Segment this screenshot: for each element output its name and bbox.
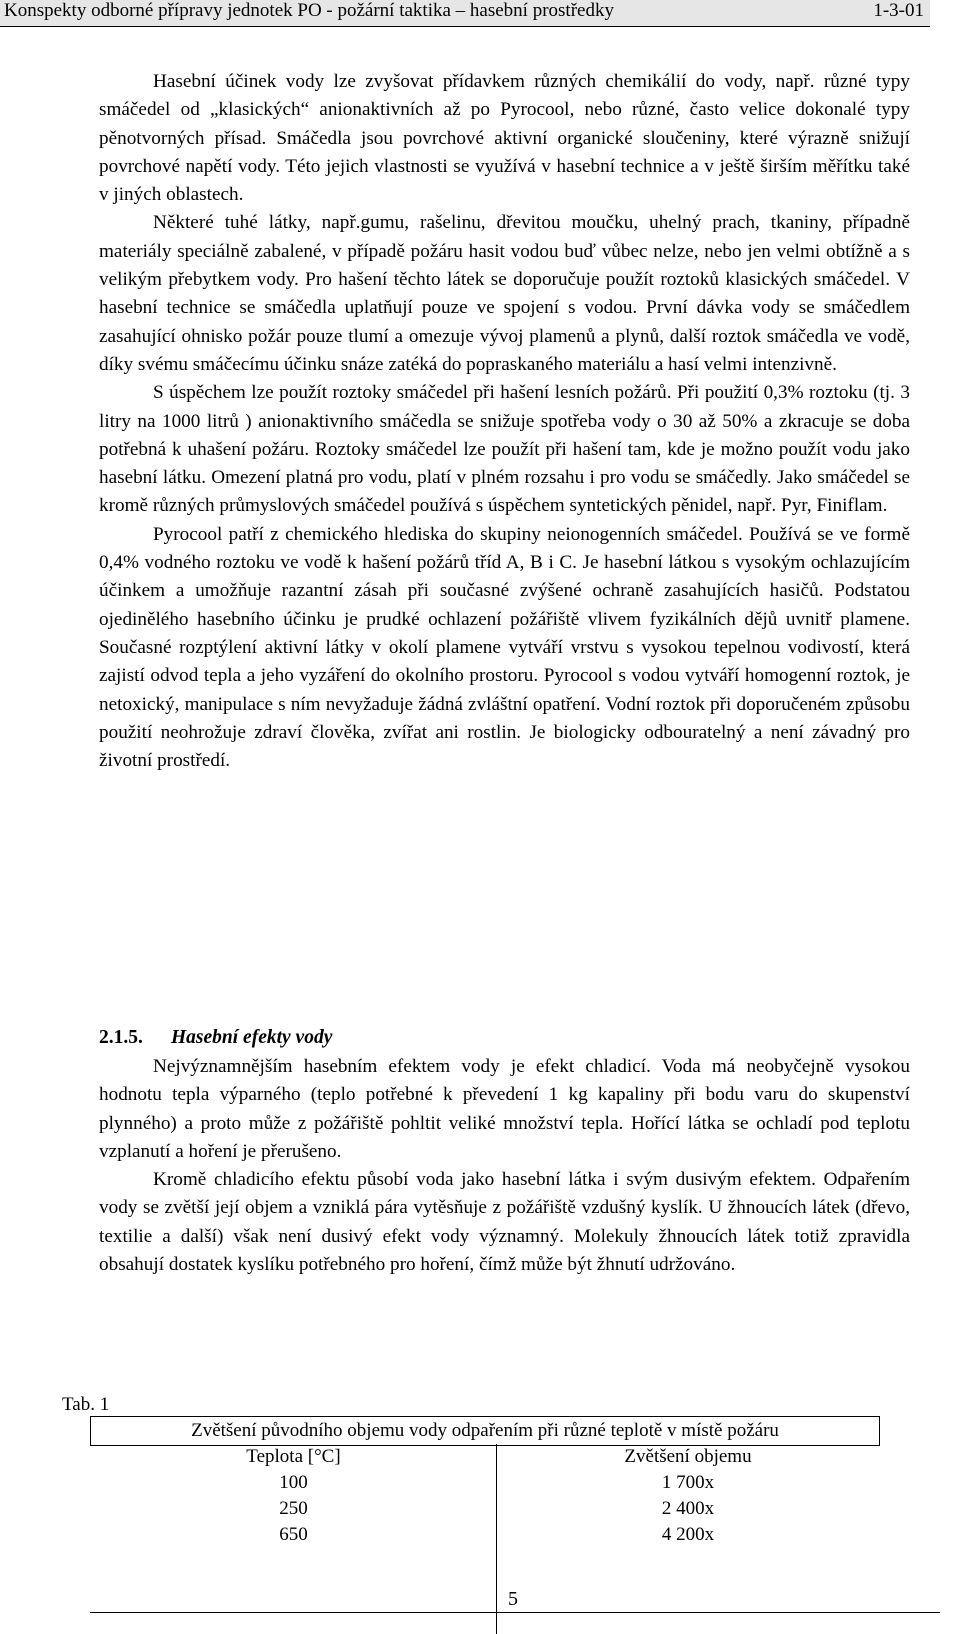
header-code: 1-3-01 [873, 0, 924, 21]
page-header [0, 0, 930, 27]
footer-divider [90, 1612, 940, 1613]
header-title: Konspekty odborné přípravy jednotek PO - požární taktika – hasební prostředky [4, 0, 614, 21]
section-heading [99, 1027, 332, 1049]
paragraph: Kromě chladicího efektu působí voda jako hasební látka i svým dusivým efektem. Odpařením vody se zvětší její objem a vzniklá pára vytěsňuje z požářiště vzdušný kyslík. U žhnoucích látek (dřevo, textilie a další) však není dusivý efekt vody významný. Molekuly žhnoucích látek totiž zpravidla obsahují dostatek kyslíku potřebného pro hoření, čímž může být žhnutí udržováno. [99, 1169, 910, 1276]
main-text [99, 68, 910, 775]
table-column-increase [497, 1444, 879, 1548]
paragraph: Některé tuhé látky, např.gumu, rašelinu, dřevitou moučku, uhelný prach, tkaniny, případně materiály speciálně zabalené, v případě požáru hasit vodou buď vůbec nelze, nebo jen velmi obtížně a s velikým přebytkem vody. Pro hašení těchto látek se doporučuje použít roztoků klasických smáčedel. V hasební technice se smáčedla uplatňují pouze ve spojení s vodou. První dávka vody se smáčedlem zasahující ohnisko požár pouze tlumí a omezuje vývoj plamenů a plynů, další roztok smáčedla ve vodě, díky svému smáčecímu účinku snáze zatéká do popraskaného materiálu a hasí velmi intenzivně. [99, 212, 910, 375]
page-number: 5 [508, 1588, 518, 1610]
section-text [99, 1053, 910, 1279]
paragraph: Hasební účinek vody lze zvyšovat přídavkem různých chemikálií do vody, např. různé typy smáčedel od „klasických“ anionaktivních až po Pyrocool, nebo různé, často velice dokonalé typy pěnotvorných přísad. Smáčedla jsou povrchové aktivní organické sloučeniny, které výrazně snižují povrchové napětí vody. Této jejich vlastnosti se využívá v hasební technice a v ještě širším měřítku také v jiných oblastech. [99, 71, 910, 206]
table-cell: 250 [279, 1498, 308, 1519]
section-number: 2.1.5. [99, 1027, 143, 1048]
table-header-temperature: Teplota [°C] [246, 1446, 341, 1467]
paragraph: S úspěchem lze použít roztoky smáčedel při hašení lesních požárů. Při použití 0,3% roztoku (tj. 3 litry na 1000 litrů ) anionaktivního smáčedla se snižuje spotřeba vody o 30 až 50% a zkracuje se doba potřebná k uhašení požáru. Roztoky smáčedel lze použít při hašení tam, kde je možno použít vodu jako hasební látku. Omezení platná pro vodu, platí v plném rozsahu i pro vodu se smáčedly. Jako smáčedel se kromě různých průmyslových smáčedel používá s úspěchem syntetických pěnidel, např. Pyr, Finiflam. [99, 382, 910, 517]
section-title: Hasební efekty vody [171, 1027, 333, 1048]
table-cell: 4 200x [661, 1524, 715, 1545]
table-label: Tab. 1 [62, 1394, 110, 1415]
table-cell: 650 [279, 1524, 308, 1545]
table-cell: 100 [279, 1472, 308, 1493]
table-cell: 2 400x [661, 1498, 715, 1519]
table-header-increase: Zvětšení objemu [624, 1446, 752, 1467]
paragraph: Pyrocool patří z chemického hlediska do skupiny neionogenních smáčedel. Používá se ve formě 0,4% vodného roztoku ve vodě k hašení požárů tříd A, B i C. Je hasební látkou s vysokým ochlazujícím účinkem a umožňuje razantní zásah při současné zvýšené ochraně zasahujících hasičů. Podstatou ojedinělého hasebního účinku je prudké ochlazení požářiště vlivem fyzikálních dějů uvnitř plamene. Současné rozptýlení aktivní látky v okolí plamene vytváří vrstvu s vysokou tepelnou vodivostí, která zajistí odvod tepla a jeho vyzáření do okolního prostoru. Pyrocool s vodou vytváří homogenní roztok, je netoxický, manipulace s ním nevyžaduje žádná zvláštní opatření. Vodní roztok při doporučeném způsobu použití neohrožuje zdraví člověka, zvířat ani rostlin. Je biologicky odbouratelný a není závadný pro životní prostředí. [99, 523, 910, 772]
table-cell: 1 700x [661, 1472, 715, 1493]
paragraph: Nejvýznamnějším hasebním efektem vody je efekt chladicí. Voda má neobyčejně vysokou hodnotu tepla výparného (teplo potřebné k převedení 1 kg kapaliny při bodu varu do skupenství plynného) a proto může z požářiště pohltit veliké množství tepla. Hořící látka se ochladí pod teplotu vzplanutí a hoření je přerušeno. [99, 1056, 910, 1162]
table-column-temperature [91, 1444, 497, 1634]
table-caption: Zvětšení původního objemu vody odpařením při různé teplotě v místě požáru [90, 1416, 880, 1446]
